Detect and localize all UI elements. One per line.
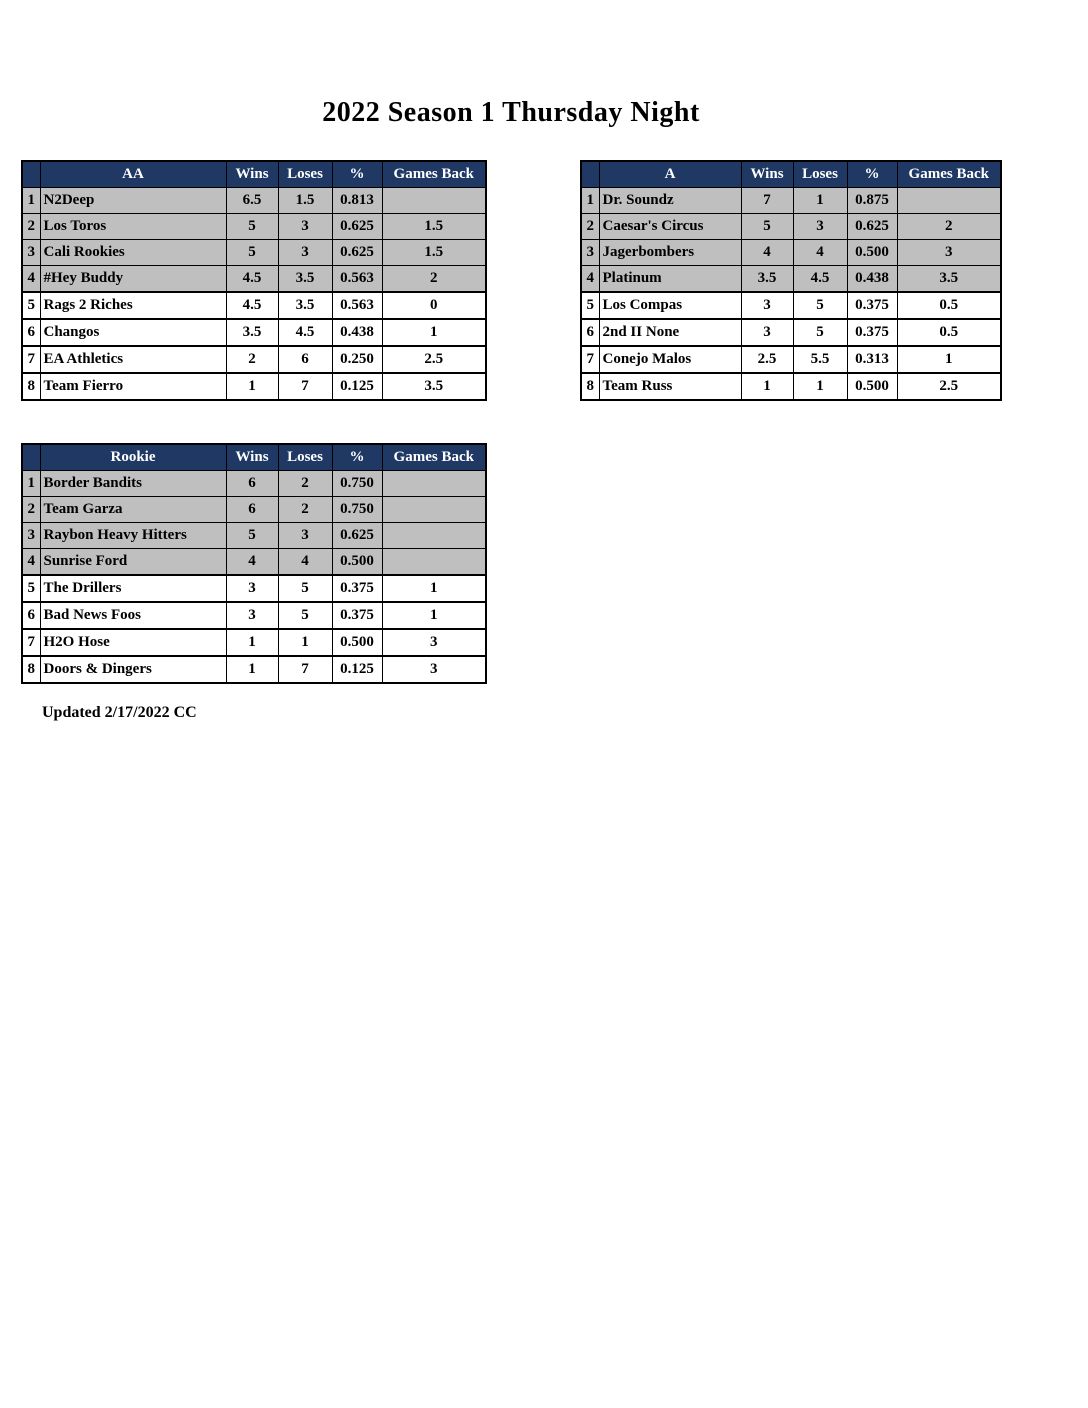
games-back-header: Games Back <box>382 444 486 471</box>
pct-cell: 0.313 <box>847 346 897 373</box>
standings-table-rookie <box>21 443 487 684</box>
pct-cell: 0.375 <box>332 602 382 629</box>
wins-cell: 4.5 <box>226 292 278 319</box>
rank-cell: 7 <box>22 346 40 373</box>
table-row <box>581 240 1001 266</box>
loses-cell: 3.5 <box>278 266 332 293</box>
games-back-cell <box>897 188 1001 214</box>
pct-cell: 0.500 <box>332 629 382 656</box>
team-cell: Sunrise Ford <box>40 549 226 576</box>
pct-cell: 0.125 <box>332 656 382 683</box>
rank-cell: 2 <box>581 214 599 240</box>
table-row <box>22 292 486 319</box>
wins-cell: 1 <box>226 373 278 400</box>
games-back-cell: 0.5 <box>897 292 1001 319</box>
pct-cell: 0.625 <box>332 523 382 549</box>
loses-cell: 7 <box>278 373 332 400</box>
wins-cell: 5 <box>226 240 278 266</box>
pct-cell: 0.375 <box>332 575 382 602</box>
table-row <box>22 214 486 240</box>
rank-cell: 5 <box>581 292 599 319</box>
pct-cell: 0.375 <box>847 319 897 346</box>
wins-cell: 3 <box>226 602 278 629</box>
loses-cell: 2 <box>278 471 332 497</box>
wins-cell: 6 <box>226 497 278 523</box>
games-back-cell: 0 <box>382 292 486 319</box>
loses-cell: 4.5 <box>793 266 847 293</box>
rank-cell: 4 <box>22 266 40 293</box>
team-cell: Rags 2 Riches <box>40 292 226 319</box>
games-back-cell: 1 <box>897 346 1001 373</box>
team-cell: Doors & Dingers <box>40 656 226 683</box>
table-row <box>22 373 486 400</box>
pct-cell: 0.875 <box>847 188 897 214</box>
wins-cell: 5 <box>741 214 793 240</box>
wins-cell: 4.5 <box>226 266 278 293</box>
wins-cell: 3 <box>226 575 278 602</box>
wins-cell: 2.5 <box>741 346 793 373</box>
pct-cell: 0.813 <box>332 188 382 214</box>
team-cell: 2nd II None <box>599 319 741 346</box>
pct-cell: 0.500 <box>847 240 897 266</box>
team-cell: The Drillers <box>40 575 226 602</box>
table-row <box>581 373 1001 400</box>
page-title: 2022 Season 1 Thursday Night <box>322 97 700 128</box>
rank-cell: 2 <box>22 214 40 240</box>
rank-cell: 8 <box>22 656 40 683</box>
table-row <box>22 188 486 214</box>
table-row <box>22 319 486 346</box>
loses-cell: 5 <box>793 319 847 346</box>
loses-header: Loses <box>278 161 332 188</box>
table-row <box>22 523 486 549</box>
games-back-cell <box>382 188 486 214</box>
wins-cell: 3.5 <box>226 319 278 346</box>
games-back-cell <box>382 549 486 576</box>
loses-header: Loses <box>793 161 847 188</box>
team-cell: Los Toros <box>40 214 226 240</box>
table-row <box>581 346 1001 373</box>
wins-cell: 6.5 <box>226 188 278 214</box>
wins-cell: 1 <box>226 629 278 656</box>
division-header: Rookie <box>40 444 226 471</box>
rank-cell: 4 <box>581 266 599 293</box>
games-back-cell <box>382 497 486 523</box>
pct-cell: 0.750 <box>332 471 382 497</box>
team-cell: Raybon Heavy Hitters <box>40 523 226 549</box>
table-row <box>22 266 486 293</box>
loses-cell: 1 <box>278 629 332 656</box>
rank-header <box>22 444 40 471</box>
games-back-cell <box>382 471 486 497</box>
pct-cell: 0.625 <box>332 240 382 266</box>
team-cell: EA Athletics <box>40 346 226 373</box>
loses-cell: 5 <box>793 292 847 319</box>
loses-cell: 4 <box>793 240 847 266</box>
pct-cell: 0.500 <box>847 373 897 400</box>
team-cell: Changos <box>40 319 226 346</box>
table-row <box>22 575 486 602</box>
rank-header <box>581 161 599 188</box>
team-cell: Team Garza <box>40 497 226 523</box>
games-back-cell: 1 <box>382 575 486 602</box>
rank-cell: 7 <box>22 629 40 656</box>
rank-cell: 1 <box>22 188 40 214</box>
wins-header: Wins <box>226 161 278 188</box>
table-row <box>581 188 1001 214</box>
rank-cell: 5 <box>22 292 40 319</box>
team-cell: H2O Hose <box>40 629 226 656</box>
division-header: AA <box>40 161 226 188</box>
rank-cell: 3 <box>581 240 599 266</box>
team-cell: N2Deep <box>40 188 226 214</box>
games-back-cell: 3 <box>382 656 486 683</box>
loses-cell: 1 <box>793 373 847 400</box>
games-back-cell: 1 <box>382 319 486 346</box>
team-cell: Bad News Foos <box>40 602 226 629</box>
loses-cell: 6 <box>278 346 332 373</box>
rank-cell: 8 <box>22 373 40 400</box>
table-row <box>22 549 486 576</box>
rank-cell: 1 <box>581 188 599 214</box>
games-back-cell: 2 <box>897 214 1001 240</box>
rank-cell: 2 <box>22 497 40 523</box>
rank-cell: 3 <box>22 523 40 549</box>
games-back-cell <box>382 523 486 549</box>
rank-header <box>22 161 40 188</box>
games-back-cell: 2 <box>382 266 486 293</box>
table-row <box>581 214 1001 240</box>
loses-cell: 4 <box>278 549 332 576</box>
team-cell: Platinum <box>599 266 741 293</box>
games-back-cell: 2.5 <box>382 346 486 373</box>
wins-cell: 4 <box>226 549 278 576</box>
pct-header: % <box>332 161 382 188</box>
wins-cell: 4 <box>741 240 793 266</box>
wins-cell: 7 <box>741 188 793 214</box>
rank-cell: 4 <box>22 549 40 576</box>
wins-cell: 3 <box>741 292 793 319</box>
table-row <box>581 319 1001 346</box>
team-cell: Dr. Soundz <box>599 188 741 214</box>
team-cell: Cali Rookies <box>40 240 226 266</box>
team-cell: Team Fierro <box>40 373 226 400</box>
rank-cell: 8 <box>581 373 599 400</box>
pct-header: % <box>332 444 382 471</box>
loses-header: Loses <box>278 444 332 471</box>
table-row <box>581 266 1001 293</box>
updated-note: Updated 2/17/2022 CC <box>42 704 197 721</box>
table-row <box>22 602 486 629</box>
rank-cell: 1 <box>22 471 40 497</box>
games-back-cell: 3 <box>897 240 1001 266</box>
wins-cell: 6 <box>226 471 278 497</box>
pct-cell: 0.125 <box>332 373 382 400</box>
loses-cell: 1 <box>793 188 847 214</box>
team-cell: Border Bandits <box>40 471 226 497</box>
games-back-cell: 1.5 <box>382 214 486 240</box>
wins-header: Wins <box>226 444 278 471</box>
table-row <box>22 240 486 266</box>
loses-cell: 4.5 <box>278 319 332 346</box>
table-row <box>22 346 486 373</box>
table-row <box>22 497 486 523</box>
rank-cell: 6 <box>22 602 40 629</box>
wins-cell: 5 <box>226 214 278 240</box>
wins-cell: 2 <box>226 346 278 373</box>
rank-cell: 6 <box>581 319 599 346</box>
games-back-cell: 2.5 <box>897 373 1001 400</box>
rank-cell: 7 <box>581 346 599 373</box>
team-cell: Jagerbombers <box>599 240 741 266</box>
pct-cell: 0.563 <box>332 292 382 319</box>
pct-cell: 0.625 <box>847 214 897 240</box>
team-cell: Los Compas <box>599 292 741 319</box>
loses-cell: 5 <box>278 602 332 629</box>
games-back-header: Games Back <box>382 161 486 188</box>
standings-table-aa <box>21 160 487 401</box>
wins-header: Wins <box>741 161 793 188</box>
standings-table-a <box>580 160 1002 401</box>
team-cell: Conejo Malos <box>599 346 741 373</box>
loses-cell: 2 <box>278 497 332 523</box>
games-back-cell: 1.5 <box>382 240 486 266</box>
pct-cell: 0.438 <box>332 319 382 346</box>
table-row <box>22 471 486 497</box>
team-cell: Caesar's Circus <box>599 214 741 240</box>
table-row <box>22 629 486 656</box>
pct-cell: 0.500 <box>332 549 382 576</box>
pct-cell: 0.750 <box>332 497 382 523</box>
division-header: A <box>599 161 741 188</box>
rank-cell: 5 <box>22 575 40 602</box>
wins-cell: 1 <box>226 656 278 683</box>
loses-cell: 5 <box>278 575 332 602</box>
wins-cell: 3.5 <box>741 266 793 293</box>
pct-cell: 0.250 <box>332 346 382 373</box>
loses-cell: 3 <box>793 214 847 240</box>
loses-cell: 5.5 <box>793 346 847 373</box>
loses-cell: 3 <box>278 214 332 240</box>
team-cell: #Hey Buddy <box>40 266 226 293</box>
loses-cell: 3.5 <box>278 292 332 319</box>
loses-cell: 7 <box>278 656 332 683</box>
loses-cell: 3 <box>278 523 332 549</box>
games-back-cell: 0.5 <box>897 319 1001 346</box>
games-back-cell: 3 <box>382 629 486 656</box>
table-row <box>22 656 486 683</box>
pct-header: % <box>847 161 897 188</box>
rank-cell: 6 <box>22 319 40 346</box>
wins-cell: 5 <box>226 523 278 549</box>
loses-cell: 3 <box>278 240 332 266</box>
table-row <box>581 292 1001 319</box>
pct-cell: 0.625 <box>332 214 382 240</box>
wins-cell: 1 <box>741 373 793 400</box>
pct-cell: 0.563 <box>332 266 382 293</box>
games-back-cell: 3.5 <box>897 266 1001 293</box>
pct-cell: 0.375 <box>847 292 897 319</box>
loses-cell: 1.5 <box>278 188 332 214</box>
games-back-cell: 1 <box>382 602 486 629</box>
games-back-cell: 3.5 <box>382 373 486 400</box>
pct-cell: 0.438 <box>847 266 897 293</box>
games-back-header: Games Back <box>897 161 1001 188</box>
wins-cell: 3 <box>741 319 793 346</box>
team-cell: Team Russ <box>599 373 741 400</box>
rank-cell: 3 <box>22 240 40 266</box>
